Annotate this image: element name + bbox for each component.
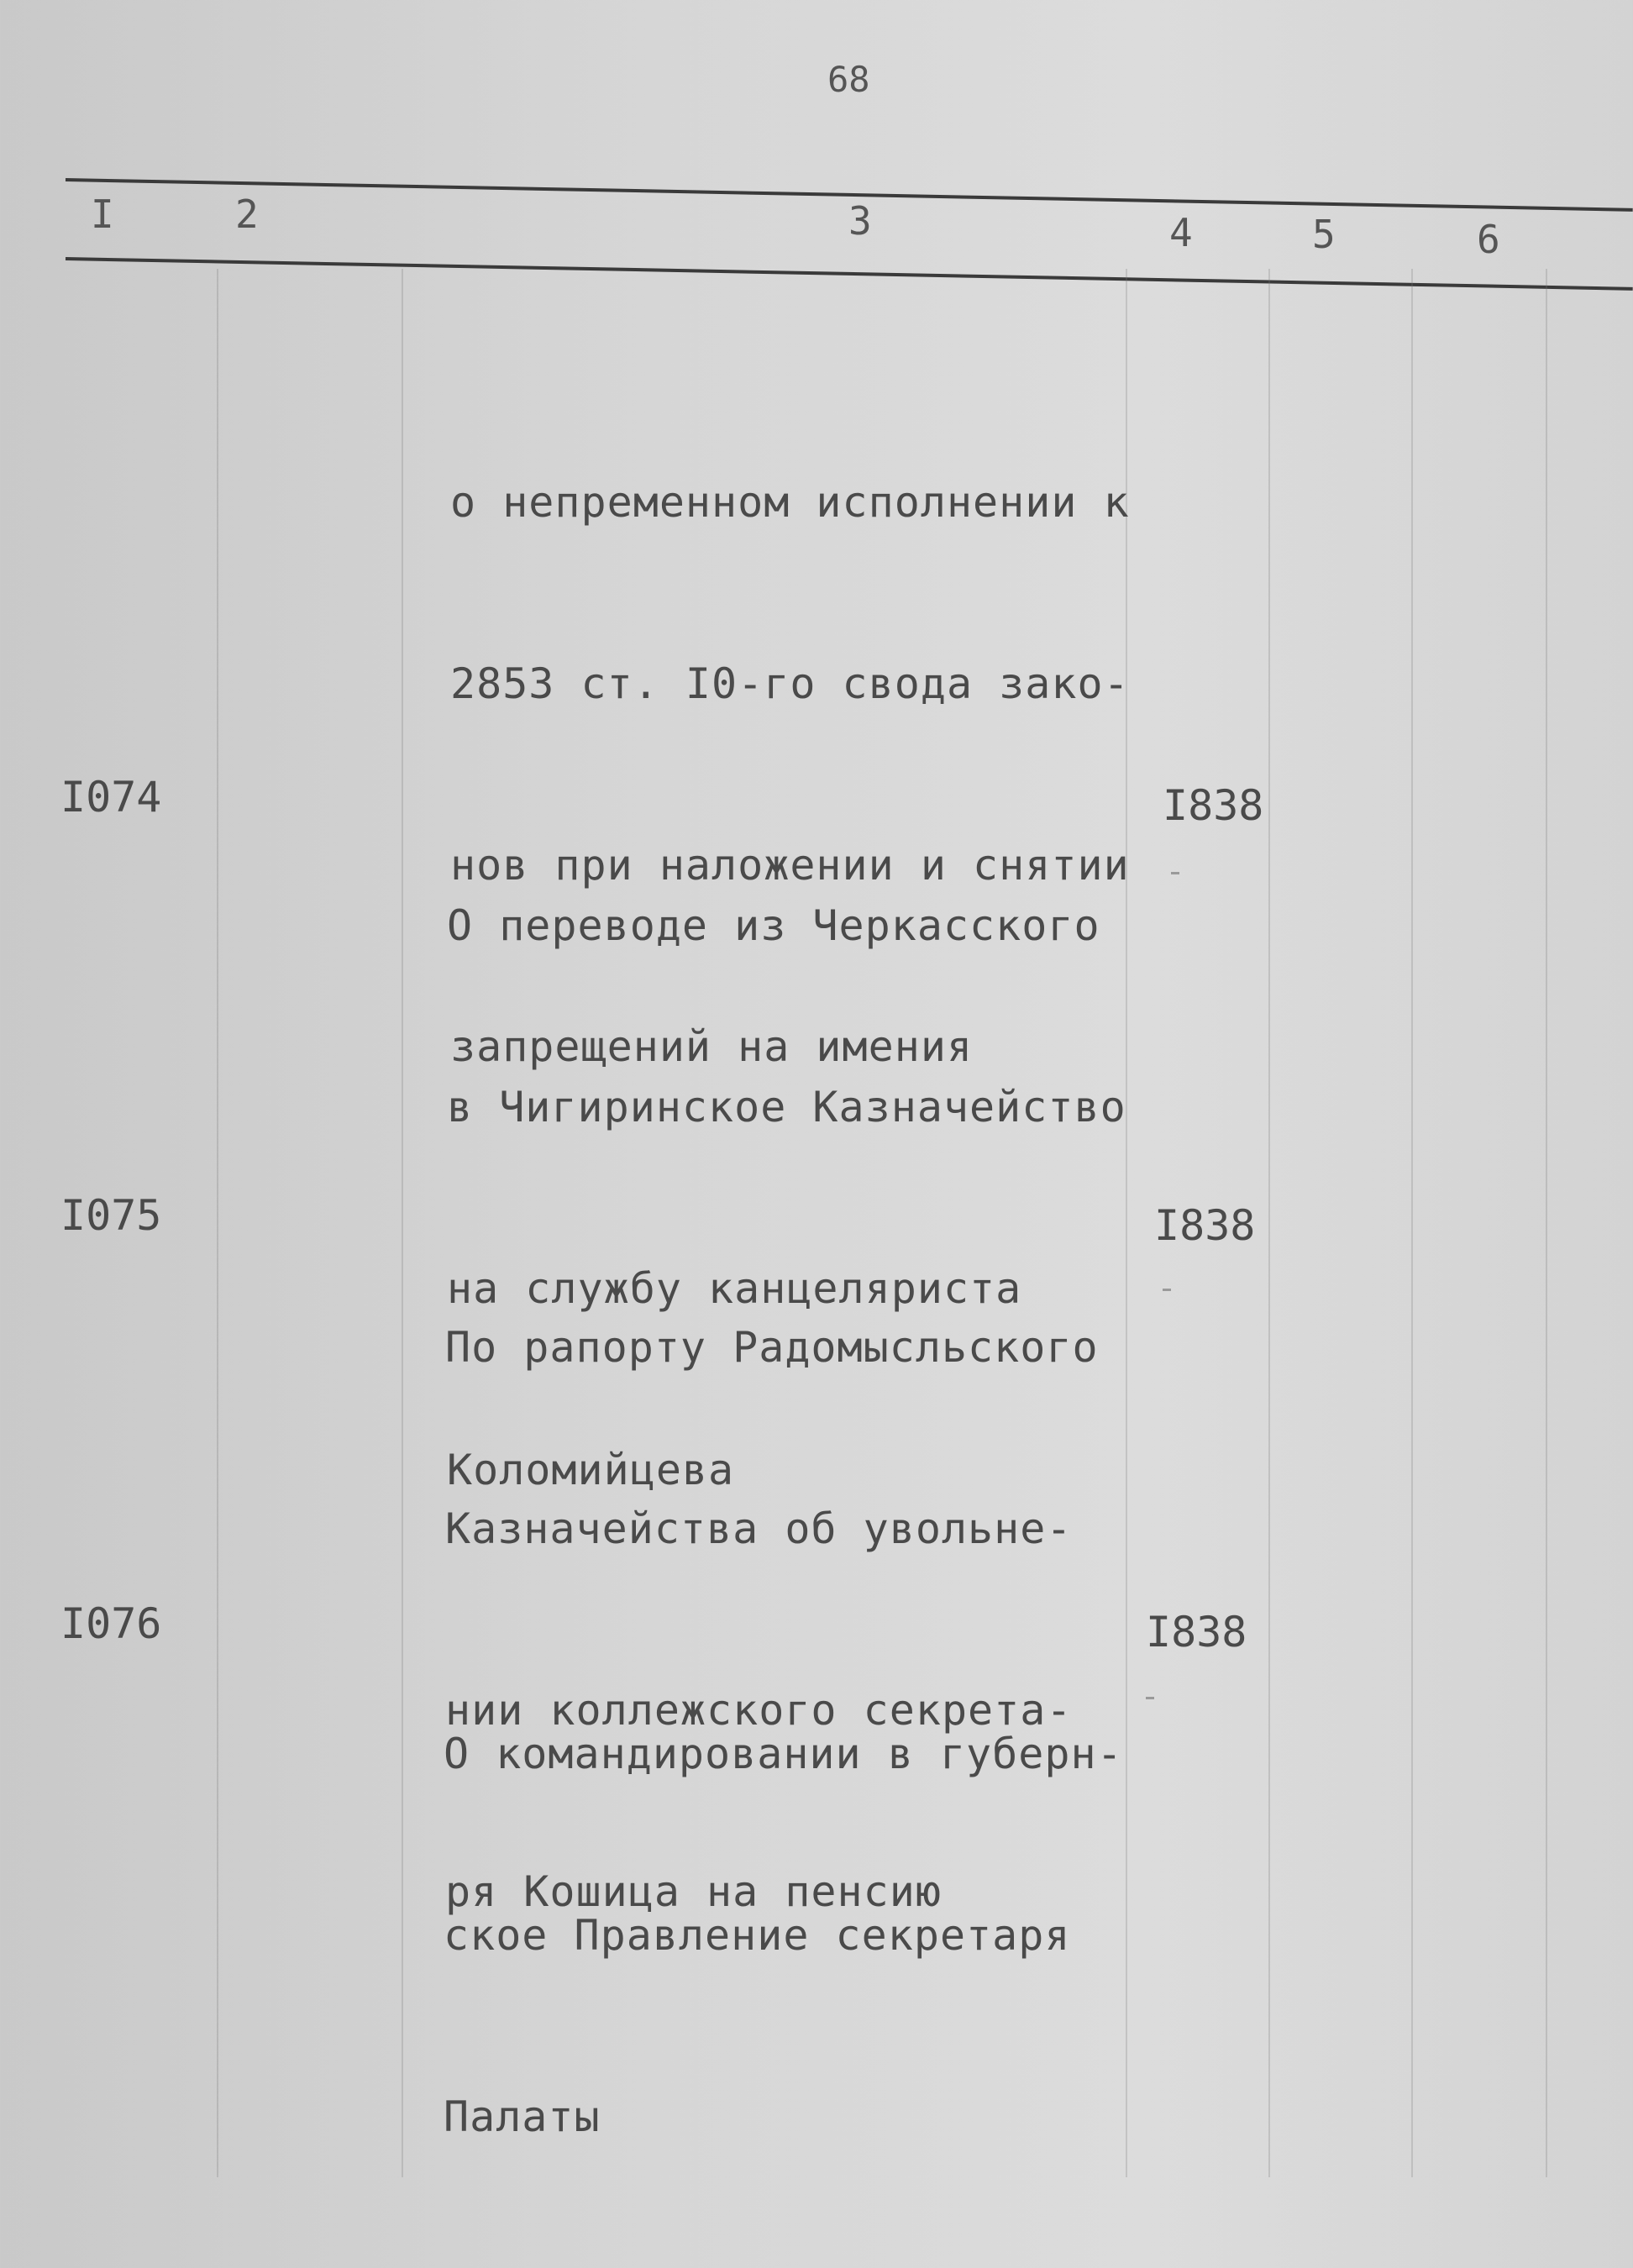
header-bottom-rule [66, 257, 1633, 291]
description-line: О переводе из Черкасского [447, 901, 1100, 950]
column-header-6: 6 [1477, 217, 1500, 262]
column-guide-line [1411, 269, 1413, 2177]
column-header-2: 2 [235, 192, 259, 237]
tick-mark [1163, 1289, 1171, 1291]
description-line: О командировании в губерн- [444, 1730, 1123, 1778]
description-line: о непременном исполнении к [450, 478, 1130, 527]
description-line: Палаты [444, 2092, 601, 2141]
description-line: ря Кошица на пенсию [445, 1867, 942, 1916]
column-header-5: 5 [1312, 212, 1336, 257]
description-line: ское Правление секретаря [444, 1911, 1071, 1960]
record-year: I838 [1154, 1201, 1256, 1250]
tick-mark [1171, 872, 1179, 874]
column-header-4: 4 [1169, 210, 1193, 255]
description-line: 2853 ст. I0-го свода зако- [450, 659, 1130, 708]
record-number: I074 [60, 773, 162, 822]
description-line: в Чигиринское Казначейство [447, 1083, 1126, 1131]
record-description [444, 1603, 1123, 2268]
column-guide-line [402, 269, 403, 2177]
description-line: на службу канцеляриста [447, 1264, 1022, 1313]
description-line: нов при наложении и снятии [450, 841, 1130, 890]
column-guide-line [217, 269, 218, 2177]
description-line: Коломийцева [447, 1446, 735, 1494]
description-line: нии коллежского секрета- [445, 1686, 1073, 1735]
record-year: I838 [1146, 1608, 1247, 1656]
description-line: По рапорту Радомысльского [445, 1323, 1099, 1372]
column-header-1: I [91, 192, 114, 237]
column-guide-line [1546, 269, 1547, 2177]
column-guide-line [1268, 269, 1270, 2177]
record-year: I838 [1163, 781, 1264, 830]
description-line: запрещений на имения [450, 1022, 974, 1071]
column-header-3: 3 [848, 198, 872, 244]
tick-mark [1146, 1697, 1154, 1699]
description-line: Казначейства об увольне- [445, 1504, 1073, 1553]
record-number: I076 [60, 1599, 162, 1648]
page-number: 68 [827, 59, 870, 100]
record-number: I075 [60, 1191, 162, 1240]
